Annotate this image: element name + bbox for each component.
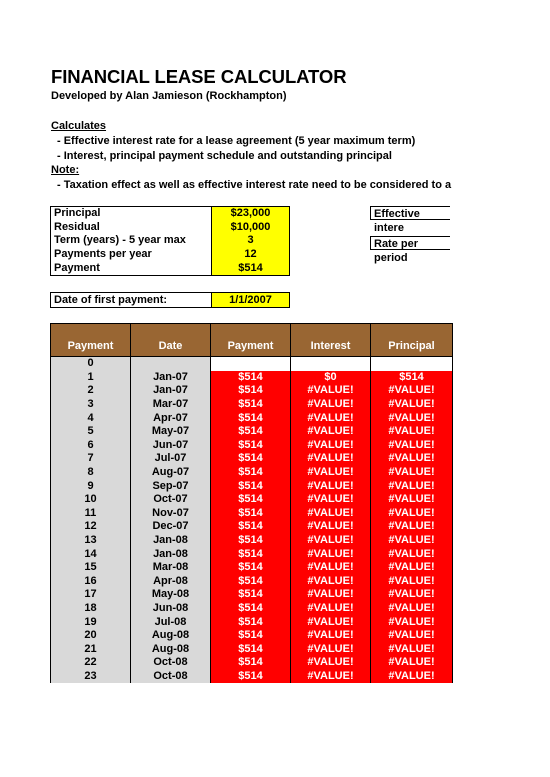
note-line-1: - Taxation effect as well as effective interest rate need to be considered to a	[57, 179, 452, 191]
cell-principal[interactable]: #VALUE!	[371, 479, 453, 493]
cell-principal[interactable]: #VALUE!	[371, 384, 453, 398]
input-row-residual	[51, 221, 290, 235]
cell-payment[interactable]: $514	[211, 439, 291, 453]
table-row	[51, 670, 453, 684]
cell-interest[interactable]: #VALUE!	[291, 479, 371, 493]
cell-principal[interactable]: #VALUE!	[371, 615, 453, 629]
cell-payment-no[interactable]: 20	[51, 629, 131, 643]
cell-payment-no[interactable]: 14	[51, 547, 131, 561]
cell-payment[interactable]: $514	[211, 479, 291, 493]
cell-payment-no[interactable]: 17	[51, 588, 131, 602]
cell-principal[interactable]: #VALUE!	[371, 602, 453, 616]
table-row	[51, 547, 453, 561]
cell-date[interactable]: Apr-08	[131, 575, 211, 589]
cell-interest[interactable]: #VALUE!	[291, 642, 371, 656]
table-row	[51, 575, 453, 589]
effective-interest-label: Effective intere	[370, 206, 450, 220]
cell-date[interactable]: Aug-07	[131, 466, 211, 480]
table-row	[51, 520, 453, 534]
cell-date[interactable]: Nov-07	[131, 507, 211, 521]
cell-payment[interactable]	[211, 357, 291, 371]
col-header-payment-no: Payment	[51, 324, 131, 357]
col-header-interest: Interest	[291, 324, 371, 357]
cell-interest[interactable]: #VALUE!	[291, 452, 371, 466]
cell-date[interactable]	[131, 357, 211, 371]
cell-payment-no[interactable]: 19	[51, 615, 131, 629]
cell-interest[interactable]: #VALUE!	[291, 534, 371, 548]
cell-principal[interactable]: #VALUE!	[371, 588, 453, 602]
cell-payment[interactable]: $514	[211, 588, 291, 602]
cell-payment-no[interactable]: 7	[51, 452, 131, 466]
cell-principal[interactable]: #VALUE!	[371, 452, 453, 466]
cell-payment[interactable]: $514	[211, 507, 291, 521]
cell-payment[interactable]: $514	[211, 371, 291, 385]
cell-principal[interactable]: #VALUE!	[371, 398, 453, 412]
schedule-header-row	[51, 324, 453, 357]
cell-principal[interactable]: #VALUE!	[371, 507, 453, 521]
cell-interest[interactable]: $0	[291, 371, 371, 385]
cell-payment[interactable]: $514	[211, 425, 291, 439]
cell-interest[interactable]: #VALUE!	[291, 493, 371, 507]
input-value[interactable]: 12	[212, 248, 290, 262]
page-subtitle: Developed by Alan Jamieson (Rockhampton)	[51, 90, 287, 102]
cell-principal[interactable]: #VALUE!	[371, 439, 453, 453]
cell-interest[interactable]	[291, 357, 371, 371]
cell-principal[interactable]: #VALUE!	[371, 629, 453, 643]
cell-interest[interactable]: #VALUE!	[291, 411, 371, 425]
input-label: Payments per year	[51, 248, 212, 262]
table-row	[51, 384, 453, 398]
cell-principal[interactable]: #VALUE!	[371, 534, 453, 548]
col-header-date: Date	[131, 324, 211, 357]
payment-schedule	[50, 323, 450, 703]
cell-interest[interactable]: #VALUE!	[291, 507, 371, 521]
table-row	[51, 411, 453, 425]
table-row	[51, 425, 453, 439]
cell-interest[interactable]: #VALUE!	[291, 656, 371, 670]
schedule-table	[50, 323, 453, 683]
calculates-line-1: - Effective interest rate for a lease agreement (5 year maximum term)	[57, 135, 416, 147]
first-payment-row	[50, 292, 290, 308]
cell-principal[interactable]: #VALUE!	[371, 520, 453, 534]
cell-principal[interactable]: #VALUE!	[371, 670, 453, 684]
cell-interest[interactable]: #VALUE!	[291, 602, 371, 616]
cell-principal[interactable]: #VALUE!	[371, 642, 453, 656]
table-row	[51, 398, 453, 412]
cell-principal[interactable]: #VALUE!	[371, 466, 453, 480]
cell-payment[interactable]: $514	[211, 602, 291, 616]
cell-payment[interactable]: $514	[211, 493, 291, 507]
cell-payment[interactable]: $514	[211, 520, 291, 534]
calculates-line-2: - Interest, principal payment schedule and outstanding principal	[57, 150, 392, 162]
cell-payment[interactable]: $514	[211, 398, 291, 412]
cell-payment-no[interactable]: 9	[51, 479, 131, 493]
cell-principal[interactable]: #VALUE!	[371, 575, 453, 589]
cell-date[interactable]: Jan-08	[131, 547, 211, 561]
cell-date[interactable]: Dec-07	[131, 520, 211, 534]
cell-payment-no[interactable]: 18	[51, 602, 131, 616]
cell-date[interactable]: Aug-08	[131, 642, 211, 656]
cell-interest[interactable]: #VALUE!	[291, 466, 371, 480]
cell-payment[interactable]: $514	[211, 452, 291, 466]
cell-principal[interactable]: #VALUE!	[371, 561, 453, 575]
input-value[interactable]: $514	[212, 261, 290, 275]
cell-date[interactable]: Apr-07	[131, 411, 211, 425]
cell-payment[interactable]: $514	[211, 629, 291, 643]
cell-payment-no[interactable]: 3	[51, 398, 131, 412]
rate-per-period-label: Rate per period	[370, 236, 450, 250]
cell-payment-no[interactable]: 22	[51, 656, 131, 670]
cell-payment-no[interactable]: 6	[51, 439, 131, 453]
input-value[interactable]: $23,000	[212, 207, 290, 221]
cell-payment-no[interactable]: 21	[51, 642, 131, 656]
table-row	[51, 588, 453, 602]
table-row	[51, 466, 453, 480]
input-label: Principal	[51, 207, 212, 221]
input-row-payments-per-year	[51, 248, 290, 262]
cell-payment-no[interactable]: 12	[51, 520, 131, 534]
cell-date[interactable]: Jan-08	[131, 534, 211, 548]
cell-payment-no[interactable]: 1	[51, 371, 131, 385]
input-label: Residual	[51, 221, 212, 235]
cell-date[interactable]: Jun-07	[131, 439, 211, 453]
cell-payment[interactable]: $514	[211, 561, 291, 575]
cell-date[interactable]: Oct-08	[131, 670, 211, 684]
cell-date[interactable]: Sep-07	[131, 479, 211, 493]
cell-interest[interactable]: #VALUE!	[291, 615, 371, 629]
cell-payment[interactable]: $514	[211, 534, 291, 548]
table-row	[51, 439, 453, 453]
first-payment-value[interactable]: 1/1/2007	[212, 293, 290, 308]
cell-payment[interactable]: $514	[211, 642, 291, 656]
cell-payment-no[interactable]: 11	[51, 507, 131, 521]
cell-date[interactable]: Jan-07	[131, 371, 211, 385]
table-row	[51, 615, 453, 629]
cell-interest[interactable]: #VALUE!	[291, 520, 371, 534]
cell-interest[interactable]: #VALUE!	[291, 547, 371, 561]
input-label: Payment	[51, 261, 212, 275]
page-title: FINANCIAL LEASE CALCULATOR	[51, 66, 347, 87]
cell-date[interactable]: Oct-08	[131, 656, 211, 670]
cell-date[interactable]: Jun-08	[131, 602, 211, 616]
table-row	[51, 602, 453, 616]
cell-payment-no[interactable]: 0	[51, 357, 131, 371]
input-label: Term (years) - 5 year max	[51, 234, 212, 248]
cell-payment-no[interactable]: 8	[51, 466, 131, 480]
cell-date[interactable]: May-08	[131, 588, 211, 602]
table-row	[51, 561, 453, 575]
cell-payment[interactable]: $514	[211, 384, 291, 398]
cell-payment[interactable]: $514	[211, 466, 291, 480]
cell-principal[interactable]: $514	[371, 371, 453, 385]
table-row	[51, 357, 453, 371]
cell-payment-no[interactable]: 16	[51, 575, 131, 589]
table-row	[51, 507, 453, 521]
cell-principal[interactable]: #VALUE!	[371, 493, 453, 507]
cell-payment-no[interactable]: 15	[51, 561, 131, 575]
cell-date[interactable]: May-07	[131, 425, 211, 439]
cell-date[interactable]: Jul-07	[131, 452, 211, 466]
col-header-payment: Payment	[211, 324, 291, 357]
cell-payment-no[interactable]: 5	[51, 425, 131, 439]
cell-payment-no[interactable]: 13	[51, 534, 131, 548]
cell-interest[interactable]: #VALUE!	[291, 629, 371, 643]
cell-principal[interactable]: #VALUE!	[371, 547, 453, 561]
table-row	[51, 479, 453, 493]
cell-payment-no[interactable]: 4	[51, 411, 131, 425]
input-row-payment	[51, 261, 290, 275]
cell-principal[interactable]	[371, 357, 453, 371]
table-row	[51, 629, 453, 643]
table-row	[51, 493, 453, 507]
cell-interest[interactable]: #VALUE!	[291, 575, 371, 589]
table-row	[51, 642, 453, 656]
cell-payment[interactable]: $514	[211, 547, 291, 561]
input-value[interactable]: $10,000	[212, 221, 290, 235]
table-row	[51, 371, 453, 385]
cell-interest[interactable]: #VALUE!	[291, 384, 371, 398]
cell-interest[interactable]: #VALUE!	[291, 670, 371, 684]
cell-payment[interactable]: $514	[211, 575, 291, 589]
calculates-heading: Calculates	[51, 120, 107, 132]
cell-date[interactable]: Mar-07	[131, 398, 211, 412]
col-header-principal: Principal	[371, 324, 453, 357]
cell-interest[interactable]: #VALUE!	[291, 439, 371, 453]
table-row	[51, 534, 453, 548]
inputs-table	[50, 206, 290, 276]
cell-payment[interactable]: $514	[211, 670, 291, 684]
cell-payment-no[interactable]: 23	[51, 670, 131, 684]
cell-payment[interactable]: $514	[211, 615, 291, 629]
cell-interest[interactable]: #VALUE!	[291, 588, 371, 602]
table-row	[51, 656, 453, 670]
cell-principal[interactable]: #VALUE!	[371, 411, 453, 425]
note-heading: Note:	[51, 164, 80, 176]
cell-interest[interactable]: #VALUE!	[291, 425, 371, 439]
table-row	[51, 452, 453, 466]
cell-payment-no[interactable]: 2	[51, 384, 131, 398]
cell-principal[interactable]: #VALUE!	[371, 656, 453, 670]
cell-interest[interactable]: #VALUE!	[291, 398, 371, 412]
input-row-principal	[51, 207, 290, 221]
input-row-term	[51, 234, 290, 248]
cell-payment[interactable]: $514	[211, 411, 291, 425]
cell-interest[interactable]: #VALUE!	[291, 561, 371, 575]
input-value[interactable]: 3	[212, 234, 290, 248]
cell-payment[interactable]: $514	[211, 656, 291, 670]
cell-date[interactable]: Mar-08	[131, 561, 211, 575]
cell-date[interactable]: Jul-08	[131, 615, 211, 629]
first-payment-label: Date of first payment:	[51, 293, 212, 308]
cell-date[interactable]: Aug-08	[131, 629, 211, 643]
cell-payment-no[interactable]: 10	[51, 493, 131, 507]
cell-date[interactable]: Jan-07	[131, 384, 211, 398]
cell-date[interactable]: Oct-07	[131, 493, 211, 507]
cell-principal[interactable]: #VALUE!	[371, 425, 453, 439]
